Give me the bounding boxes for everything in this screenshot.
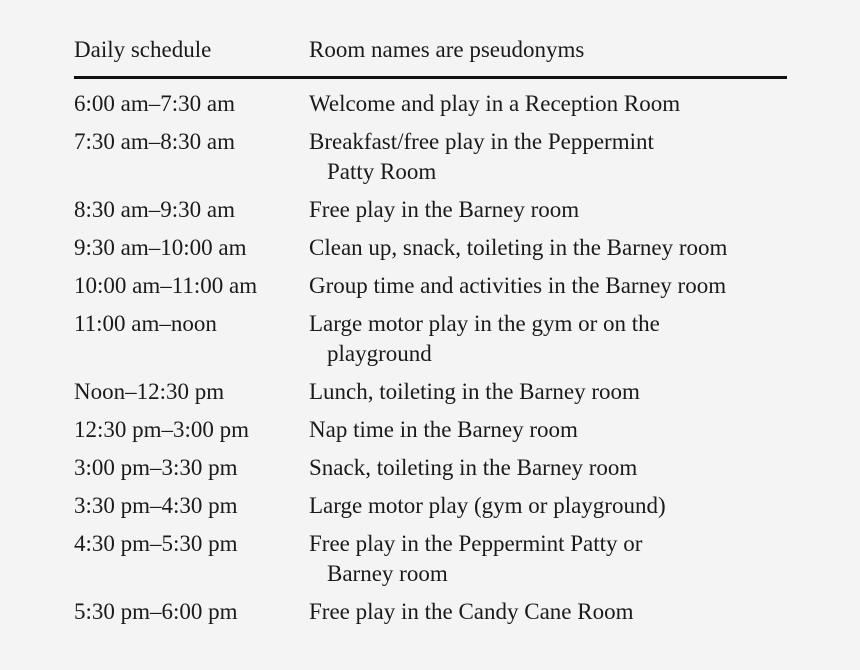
row-time: 4:30 pm–5:30 pm <box>74 531 238 556</box>
row-time: 12:30 pm–3:00 pm <box>74 417 250 442</box>
row-activity-text: Welcome and play in a Reception Room <box>309 91 681 116</box>
table-row <box>74 491 787 521</box>
table-row <box>74 529 787 589</box>
table-row <box>74 127 787 187</box>
table-row <box>74 309 787 369</box>
row-activity-continuation: Barney room <box>327 561 448 586</box>
row-activity <box>309 233 787 263</box>
row-time: 7:30 am–8:30 am <box>74 129 235 154</box>
row-activity <box>309 89 787 119</box>
table-row <box>74 233 787 263</box>
table-header <box>74 34 787 76</box>
row-activity-text: Snack, toileting in the Barney room <box>309 455 638 480</box>
row-time: 3:00 pm–3:30 pm <box>74 455 238 480</box>
row-activity <box>309 309 787 369</box>
table-row <box>74 89 787 119</box>
table-row <box>74 453 787 483</box>
row-activity <box>309 597 787 627</box>
row-time: 5:30 pm–6:00 pm <box>74 599 238 624</box>
row-time: Noon–12:30 pm <box>74 379 225 404</box>
row-activity <box>309 127 787 187</box>
table-row <box>74 597 787 627</box>
header-rule <box>74 76 787 79</box>
row-activity-text: Clean up, snack, toileting in the Barney room <box>309 235 728 260</box>
row-activity-text: Group time and activities in the Barney room <box>309 273 727 298</box>
row-activity-text: Large motor play (gym or playground) <box>309 493 666 518</box>
row-time: 9:30 am–10:00 am <box>74 235 247 260</box>
row-activity-continuation: Patty Room <box>327 159 437 184</box>
row-time: 10:00 am–11:00 am <box>74 273 258 298</box>
table-row <box>74 271 787 301</box>
row-time: 8:30 am–9:30 am <box>74 197 235 222</box>
table-row <box>74 195 787 225</box>
header-daily-schedule: Daily schedule <box>74 37 212 62</box>
row-activity <box>309 491 787 521</box>
row-activity-text: Nap time in the Barney room <box>309 417 578 442</box>
row-activity <box>309 415 787 445</box>
row-activity <box>309 271 787 301</box>
row-activity-text: Free play in the Peppermint Patty or <box>309 531 643 556</box>
row-activity-text: Free play in the Barney room <box>309 197 580 222</box>
schedule-table <box>74 34 787 635</box>
row-activity-text: Free play in the Candy Cane Room <box>309 599 634 624</box>
row-activity-text: Lunch, toileting in the Barney room <box>309 379 640 404</box>
row-time: 11:00 am–noon <box>74 311 217 336</box>
row-activity <box>309 195 787 225</box>
table-row <box>74 377 787 407</box>
table-body <box>74 89 787 627</box>
row-time: 6:00 am–7:30 am <box>74 91 235 116</box>
row-time: 3:30 pm–4:30 pm <box>74 493 238 518</box>
row-activity-text: Large motor play in the gym or on the <box>309 311 660 336</box>
row-activity <box>309 529 787 589</box>
row-activity <box>309 377 787 407</box>
row-activity <box>309 453 787 483</box>
header-room-names: Room names are pseudonyms <box>309 37 585 62</box>
row-activity-text: Breakfast/free play in the Peppermint <box>309 129 654 154</box>
row-activity-continuation: playground <box>327 341 432 366</box>
table-row <box>74 415 787 445</box>
